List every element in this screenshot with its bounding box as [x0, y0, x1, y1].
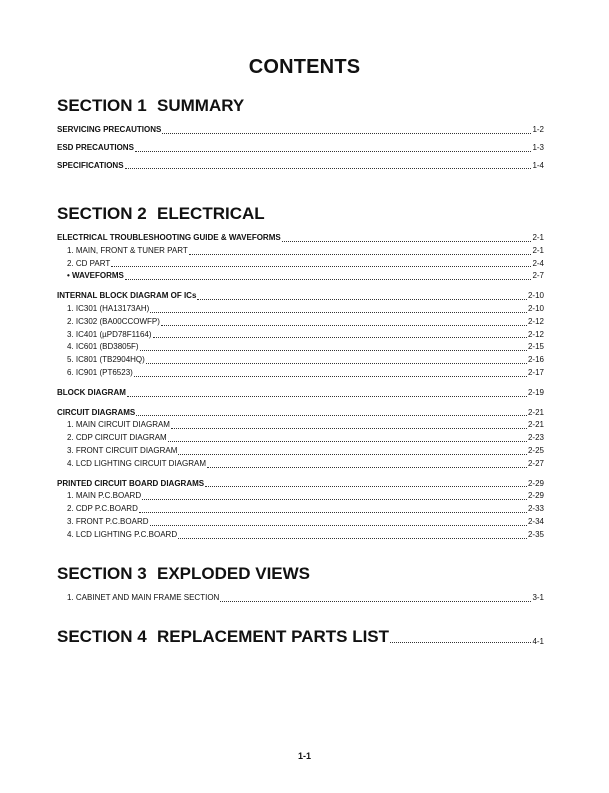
- section-4-page: 4-1: [532, 637, 544, 646]
- toc-entry-internal-block-diagram-ics[interactable]: INTERNAL BLOCK DIAGRAM OF ICs 2-10: [57, 291, 544, 301]
- toc-entry-main-front-tuner-part[interactable]: 1. MAIN, FRONT & TUNER PART 2-1: [67, 245, 544, 255]
- toc-entry-circuit-diagrams[interactable]: CIRCUIT DIAGRAMS 2-21: [57, 407, 544, 417]
- section-4-heading: [57, 627, 389, 647]
- toc-entry-waveforms[interactable]: • WAVEFORMS 2-7: [67, 271, 544, 281]
- toc-entry-front-pcb[interactable]: 3. FRONT P.C.BOARD 2-34: [67, 516, 544, 526]
- toc-entry-cd-part[interactable]: 2. CD PART 2-4: [67, 258, 544, 268]
- toc-entry-lcd-lighting-pcb[interactable]: 4. LCD LIGHTING P.C.BOARD 2-35: [67, 529, 544, 539]
- toc-entry-cdp-circuit-diagram[interactable]: 2. CDP CIRCUIT DIAGRAM 2-23: [67, 433, 544, 443]
- section-1: [57, 96, 544, 172]
- toc-entry-troubleshooting-guide[interactable]: ELECTRICAL TROUBLESHOOTING GUIDE & WAVEFORMS 2-1: [57, 233, 544, 242]
- toc-group-ic-block-diagrams: [57, 290, 544, 380]
- toc-entry-main-pcb[interactable]: 1. MAIN P.C.BOARD 2-29: [67, 491, 544, 501]
- section-2-name: ELECTRICAL: [157, 204, 265, 223]
- toc-entry-servicing-precautions[interactable]: SERVICING PRECAUTIONS 1-2: [57, 125, 544, 134]
- toc-entry-pcb-diagrams[interactable]: PRINTED CIRCUIT BOARD DIAGRAMS 2-29: [57, 478, 544, 488]
- section-3-heading: [57, 564, 544, 584]
- toc-entry-ic301[interactable]: 1. IC301 (HA13173AH) 2-10: [67, 303, 544, 313]
- section-3: [57, 564, 544, 605]
- toc-entry-ic601[interactable]: 4. IC601 (BD3805F) 2-15: [67, 342, 544, 352]
- section-1-heading: [57, 96, 544, 116]
- section-4: [57, 627, 544, 647]
- toc-entry-main-circuit-diagram[interactable]: 1. MAIN CIRCUIT DIAGRAM 2-21: [67, 420, 544, 430]
- toc-group-circuit-diagrams: [57, 407, 544, 471]
- section-2-number: SECTION 2: [57, 204, 147, 223]
- toc-group-pcb-diagrams: [57, 478, 544, 542]
- toc-entry-ic401[interactable]: 3. IC401 (µPD78F1164) 2-12: [67, 329, 544, 339]
- toc-entry-specifications[interactable]: SPECIFICATIONS 1-4: [57, 160, 544, 170]
- section-3-name: EXPLODED VIEWS: [157, 564, 311, 583]
- section-4-number: SECTION 4: [57, 627, 147, 646]
- section-4-name: REPLACEMENT PARTS LIST: [157, 627, 390, 646]
- toc-entry-esd-precautions[interactable]: ESD PRECAUTIONS 1-3: [57, 142, 544, 152]
- toc-entry-front-circuit-diagram[interactable]: 3. FRONT CIRCUIT DIAGRAM 2-25: [67, 445, 544, 455]
- toc-entry-cdp-pcb[interactable]: 2. CDP P.C.BOARD 2-33: [67, 504, 544, 514]
- section-2-heading: [57, 204, 544, 224]
- toc-entry-lcd-lighting-circuit-diagram[interactable]: 4. LCD LIGHTING CIRCUIT DIAGRAM 2-27: [67, 458, 544, 468]
- section-2: [57, 204, 544, 549]
- footer-page-number: 1-1: [297, 751, 311, 761]
- toc-group-troubleshooting: [57, 232, 544, 283]
- page-title: CONTENTS: [248, 56, 361, 78]
- section-3-number: SECTION 3: [57, 564, 147, 583]
- toc-entry-ic801[interactable]: 5. IC801 (TB2904HQ) 2-16: [67, 355, 544, 365]
- section-1-name: SUMMARY: [157, 96, 245, 115]
- toc-entry-ic901[interactable]: 6. IC901 (PT6523) 2-17: [67, 367, 544, 377]
- toc-entry-replacement-parts-list[interactable]: [57, 627, 544, 647]
- toc-entry-ic302[interactable]: 2. IC302 (BA00CCOWFP) 2-12: [67, 316, 544, 326]
- section-1-number: SECTION 1: [57, 96, 147, 115]
- toc-entry-cabinet-main-frame[interactable]: 1. CABINET AND MAIN FRAME SECTION 3-1: [67, 593, 544, 602]
- toc-group-block-diagram: [57, 387, 544, 400]
- toc-entry-block-diagram[interactable]: BLOCK DIAGRAM 2-19: [57, 387, 544, 397]
